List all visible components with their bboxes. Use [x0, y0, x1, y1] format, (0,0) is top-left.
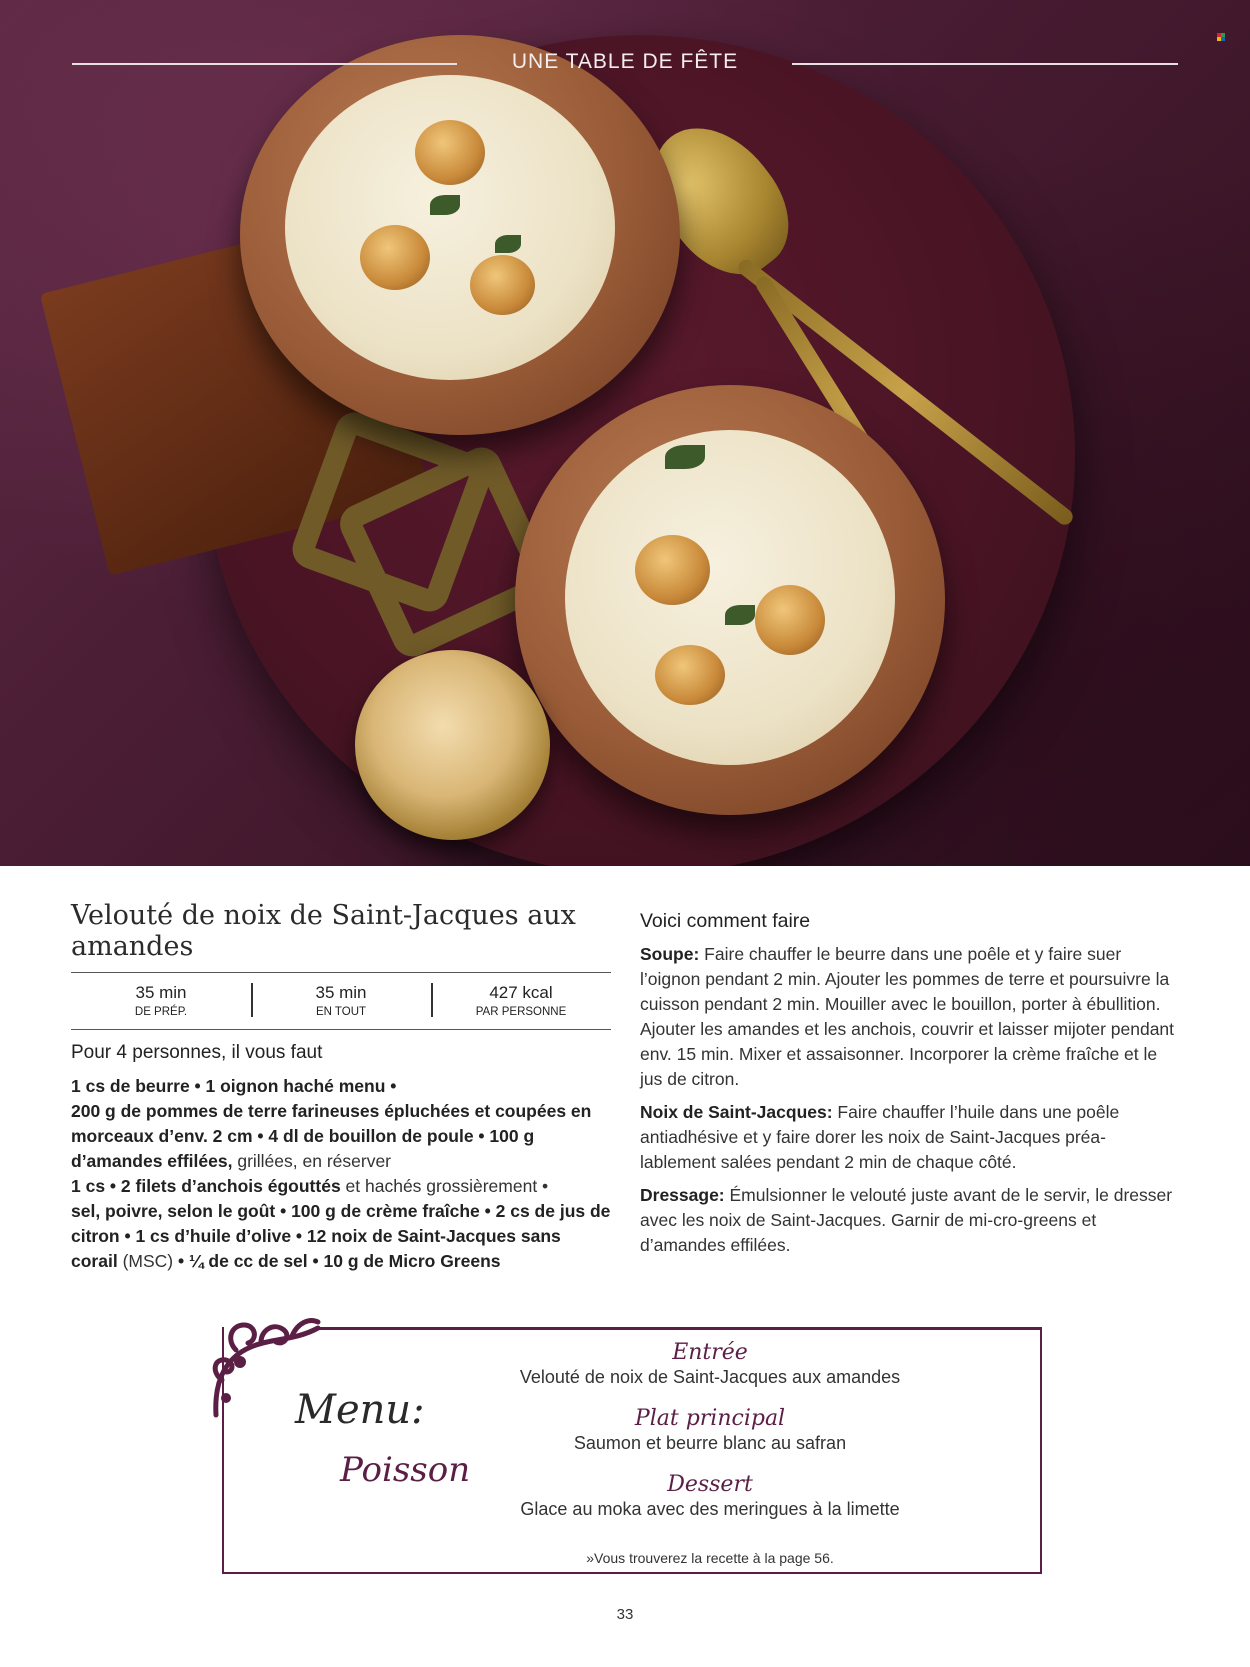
menu-subtitle: Poisson	[340, 1450, 471, 1490]
step-dressage: Dressage: Émulsionner le velouté juste avant de le servir, le dresser avec les noix de Saint-Jacques. Garnir de mi-cro-greens et d’amandes effilées.	[640, 1185, 1173, 1255]
stat-value: 35 min	[315, 983, 367, 1002]
course-label: Dessert	[667, 1472, 753, 1497]
course-dish: Glace au moka avec des meringues à la limette	[520, 1499, 900, 1519]
course-label: Entrée	[672, 1340, 748, 1365]
course-dish: Velouté de noix de Saint-Jacques aux amandes	[519, 1367, 901, 1387]
soup-bowl	[515, 385, 945, 815]
menu-box-top-rule	[318, 1327, 1042, 1330]
stat-prep	[71, 973, 251, 1029]
stat-label: EN TOUT	[315, 1006, 367, 1018]
step-soupe: Soupe: Faire chauffer le beurre dans une poêle et y faire suer l’oignon pendant 2 min. Ajouter les pommes de terre et poursuivre la cuisson pendant 2 min. Mouiller avec le bouillon, porter à ébullition. Ajouter les amandes et les anchois, couvrir et laisser mijoter pendant env. 15 min. Mixer et assaisonner. Incorporer la crème fraîche et le jus de citron.	[640, 944, 1175, 1089]
recipe-title: Velouté de noix de Saint-Jacques aux amandes	[71, 900, 576, 962]
course-dish: Saumon et beurre blanc au safran	[573, 1433, 847, 1453]
ingredient-line: 200 g de pommes de terre farineuses épluchées et coupées en morceaux d’env. 2 cm • 4 dl de bouillon de poule • 100 g d’amandes effilées, grillées, en réserver	[71, 1101, 592, 1171]
stat-label: DE PRÉP.	[134, 1006, 188, 1018]
page-number: 33	[616, 1606, 634, 1623]
title-rule-left	[72, 63, 457, 65]
ingredient-line: 1 cs de beurre • 1 oignon haché menu •	[71, 1076, 397, 1096]
ingredients-heading: Pour 4 personnes, il vous faut	[71, 1042, 323, 1063]
course-dessert	[440, 1472, 980, 1520]
method-heading: Voici comment faire	[640, 910, 811, 932]
ingredients-list	[71, 1074, 611, 1274]
brand-icon	[1217, 33, 1225, 41]
menu-note: »Vous trouverez la recette à la page 56.	[586, 1550, 834, 1566]
stat-kcal	[431, 973, 611, 1029]
ingredient-line: 1 cs • 2 filets d’anchois égouttés et hachés grossièrement •	[71, 1176, 549, 1196]
stat-value: 35 min	[135, 983, 187, 1002]
menu-title: Menu:	[295, 1387, 425, 1433]
almond-cup	[355, 650, 550, 840]
stat-label: PAR PERSONNE	[475, 1006, 567, 1018]
ingredient-line: sel, poivre, selon le goût • 100 g de crème fraîche • 2 cs de jus de citron • 1 cs d’huile d’olive • 12 noix de Saint-Jacques sans corail (MSC) • ¼ de cc de sel • 10 g de Micro Greens	[71, 1201, 611, 1271]
soup-bowl	[240, 35, 680, 435]
stat-total	[251, 973, 431, 1029]
course-label: Plat principal	[634, 1406, 786, 1431]
title-rule-right	[792, 63, 1178, 65]
section-title: UNE TABLE DE FÊTE	[511, 50, 739, 73]
recipe-stats	[71, 972, 611, 1030]
course-plat	[440, 1406, 980, 1454]
step-noix: Noix de Saint-Jacques: Faire chauffer l’huile dans une poêle antiadhésive et y faire dorer les noix de Saint-Jacques préa-lablement salées pendant 2 min de chaque côté.	[640, 1102, 1120, 1172]
stat-value: 427 kcal	[489, 983, 553, 1002]
course-entree	[440, 1340, 980, 1388]
